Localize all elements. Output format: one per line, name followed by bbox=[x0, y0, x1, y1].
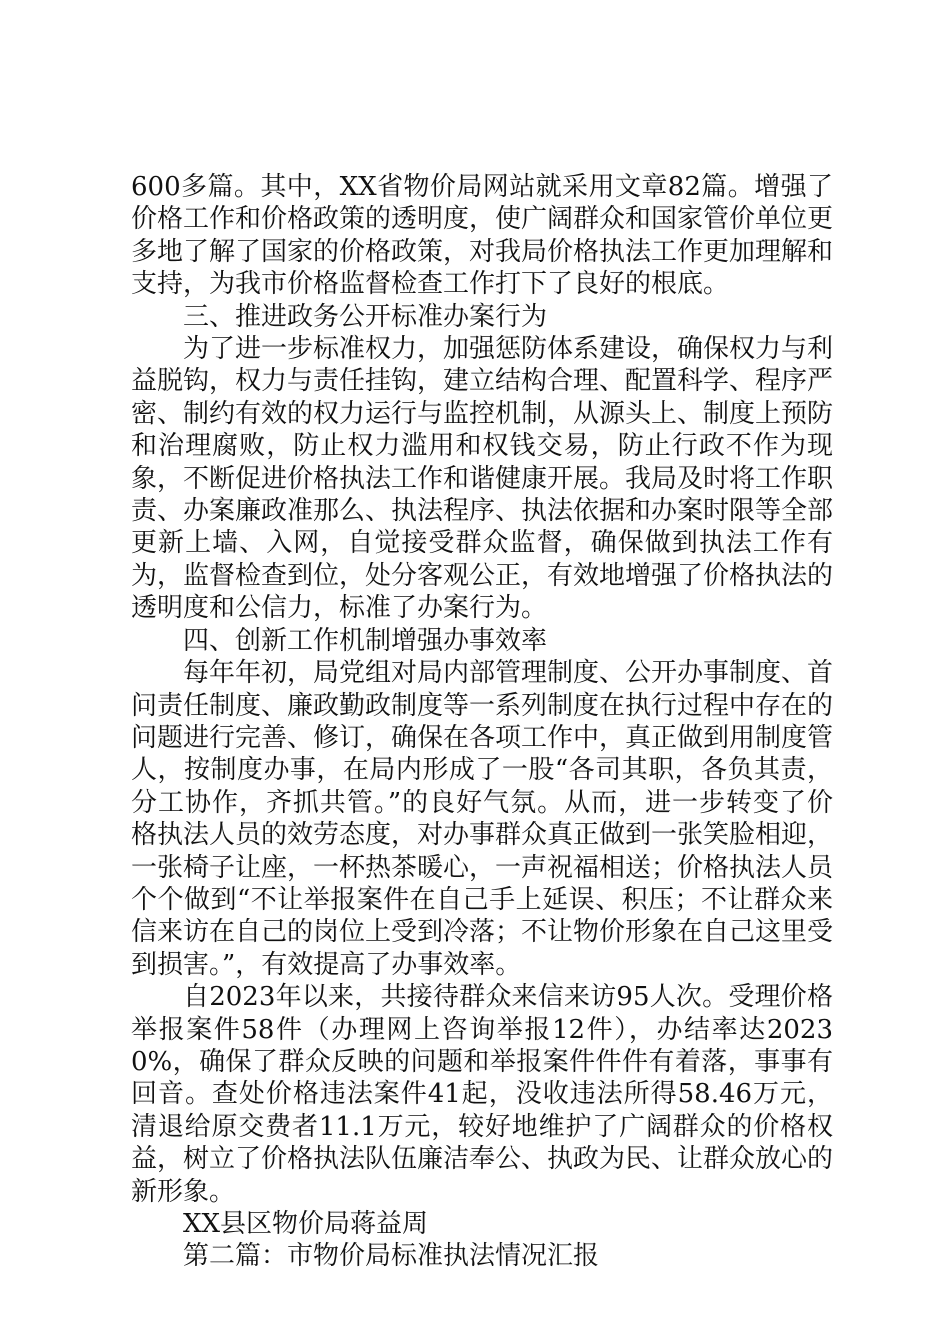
paragraph-section-4-body: 每年年初，局党组对局内部管理制度、公开办事制度、首问责任制度、廉政勤政制度等一系列制度在执行过程中存在的问题进行完善、修订，确保在各项工作中，真正做到用制度管人，按制度办事，在局内形成了一股“各司其职，各负其责，分工协作，齐抓共管。”的良好气氛。从而，进一步转变了价格执法人员的效劳态度，对办事群众真正做到一张笑脸相迎，一张椅子让座，一杯热茶暖心，一声祝福相送；价格执法人员个个做到“不让举报案件在自己手上延误、积压；不让群众来信来访在自己的岗位上受到冷落；不让物价形象在自己这里受到损害。”，有效提高了办事效率。 bbox=[131, 658, 834, 980]
paragraph-section-3-body: 为了进一步标准权力，加强惩防体系建设，确保权力与利益脱钩，权力与责任挂钩，建立结构合理、配置科学、程序严密、制约有效的权力运行与监控机制，从源头上、制度上预防和治理腐败，防止权力滥用和权钱交易，防止行政不作为现象，不断促进价格执法工作和谐健康开展。我局及时将工作职责、办案廉政准那么、执法程序、执法依据和办案时限等全部更新上墙、入网，自觉接受群众监督，确保做到执法工作有为，监督检查到位，处分客观公正，有效地增强了价格执法的透明度和公信力，标准了办案行为。 bbox=[131, 334, 834, 624]
paragraph-statistics: 自2023年以来，共接待群众来信来访95人次。受理价格举报案件58件（办理网上咨询举报12件），办结率达20230%，确保了群众反映的问题和举报案件件件有着落，事事有回音。查处价格违法案件41起，没收违法所得58.46万元，清退给原交费者11.1万元，较好地维护了广阔群众的价格权益，树立了价格执法队伍廉洁奉公、执政为民、让群众放心的新形象。 bbox=[131, 982, 834, 1207]
author-signature: XX县区物价局蒋益周 bbox=[183, 1209, 429, 1239]
section-heading-3: 三、推进政务公开标准办案行为 bbox=[183, 301, 548, 332]
document-body bbox=[131, 171, 833, 1273]
next-article-title: 第二篇：市物价局标准执法情况汇报 bbox=[183, 1241, 600, 1272]
section-heading-4: 四、创新工作机制增强办事效率 bbox=[183, 625, 548, 656]
paragraph-continuation: 600多篇。其中，XX省物价局网站就采用文章82篇。增强了价格工作和价格政策的透明度，使广阔群众和国家管价单位更多地了解了国家的价格政策，对我局价格执法工作更加理解和支持，为我市价格监督检查工作打下了良好的根底。 bbox=[131, 172, 834, 300]
